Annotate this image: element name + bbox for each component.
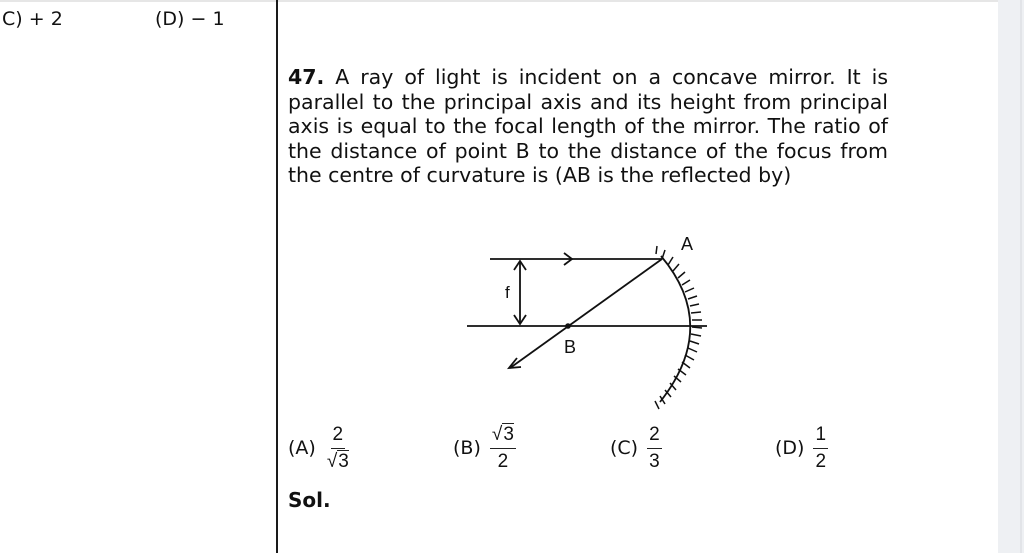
previous-option-d xyxy=(155,8,225,30)
scrollbar-gutter[interactable] xyxy=(998,0,1024,553)
concave-mirror-diagram xyxy=(460,230,740,410)
reflected-ray-arrow-icon xyxy=(509,358,521,368)
denominator: 3 xyxy=(649,450,660,472)
previous-option-c xyxy=(2,8,63,30)
answer-options xyxy=(288,418,908,478)
option-label: (D) xyxy=(155,8,185,30)
denominator: 2 xyxy=(815,450,827,472)
sqrt-icon: √ xyxy=(326,450,338,472)
fraction xyxy=(813,424,828,473)
gutter-edge xyxy=(1020,0,1022,553)
question-text xyxy=(288,65,888,188)
option-b-label: (B) xyxy=(453,437,481,459)
option-b[interactable] xyxy=(453,418,516,478)
option-value: − 1 xyxy=(190,8,225,30)
option-c[interactable] xyxy=(610,418,662,478)
fraction xyxy=(647,424,662,473)
fraction xyxy=(490,424,516,473)
label-f: f xyxy=(505,283,510,302)
reflected-ray xyxy=(510,259,662,368)
option-c-label: (C) xyxy=(610,437,639,459)
option-a-label: (A) xyxy=(288,437,316,459)
option-value: + 2 xyxy=(28,8,63,30)
fraction xyxy=(325,424,351,473)
option-d[interactable] xyxy=(775,418,828,478)
denominator-sqrt xyxy=(325,449,351,473)
option-a[interactable] xyxy=(288,418,351,478)
label-a: A xyxy=(681,234,694,254)
previous-question-panel xyxy=(0,0,277,553)
label-b: B xyxy=(564,337,577,357)
numerator-sqrt xyxy=(490,424,516,449)
option-label: C) xyxy=(2,8,23,30)
question-number: 47. xyxy=(288,65,325,89)
sqrt-icon: √ xyxy=(491,423,503,445)
radicand: 3 xyxy=(503,423,514,445)
numerator: 1 xyxy=(813,424,828,449)
numerator: 2 xyxy=(647,424,662,449)
option-d-label: (D) xyxy=(775,437,805,459)
column-divider xyxy=(276,0,278,553)
denominator: 2 xyxy=(497,450,509,472)
mirror-hatching xyxy=(655,246,702,409)
solution-label: Sol. xyxy=(288,488,331,512)
point-b-dot xyxy=(565,323,571,329)
numerator: 2 xyxy=(331,424,346,449)
radicand: 3 xyxy=(338,450,349,472)
mirror-arc xyxy=(660,256,690,402)
question-body: A ray of light is incident on a concave mirror. It is parallel to the principal axis and its height from principal axis is equal to the focal length of the mirror. The ratio of the distance of point B to the distance of the focus from the centre of curvature is (AB is the reflected by) xyxy=(288,65,888,188)
